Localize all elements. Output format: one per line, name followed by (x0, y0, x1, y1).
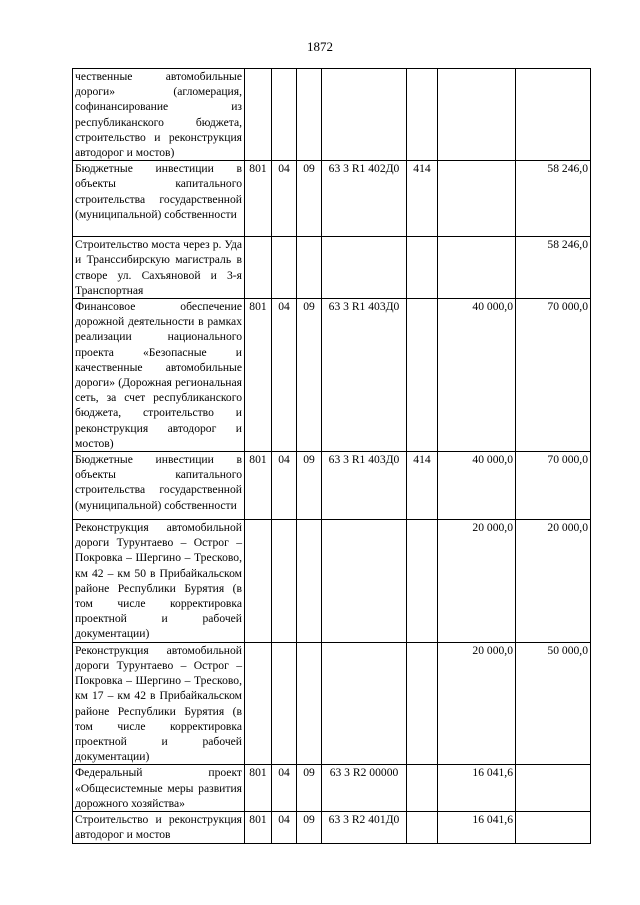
section-code: 04 (272, 765, 297, 812)
amount-column-1: 40 000,0 (438, 452, 516, 520)
row-description: Бюджетные инвестиции в объекты капитального строительства государственной (муниципальной) собственности (73, 161, 245, 237)
ministry-code: 801 (245, 811, 272, 843)
ministry-code: 801 (245, 299, 272, 452)
section-code: 04 (272, 811, 297, 843)
row-description: Строительство и реконструкция автодорог и мостов (73, 811, 245, 843)
row-description: Реконструкция автомобильной дороги Турунтаево – Острог – Покровка – Шергино – Тресково, км 42 – км 50 в Прибайкальском районе Республики Бурятия (в том числе корректировка проектной и рабочей документации) (73, 520, 245, 643)
table-row (73, 299, 591, 452)
budget-table (72, 68, 591, 844)
amount-column-2 (516, 69, 591, 161)
subsection-code (297, 520, 322, 643)
amount-column-1: 16 041,6 (438, 811, 516, 843)
amount-column-1: 20 000,0 (438, 642, 516, 765)
table-row (73, 69, 591, 161)
expense-type-code (407, 520, 438, 643)
expense-type-code (407, 69, 438, 161)
subsection-code: 09 (297, 299, 322, 452)
amount-column-1 (438, 69, 516, 161)
target-article-code (322, 520, 407, 643)
table-row (73, 452, 591, 520)
amount-column-1: 20 000,0 (438, 520, 516, 643)
ministry-code (245, 69, 272, 161)
expense-type-code (407, 299, 438, 452)
target-article-code: 63 3 R2 401Д0 (322, 811, 407, 843)
table-row (73, 811, 591, 843)
target-article-code (322, 69, 407, 161)
table-row (73, 642, 591, 765)
row-description: Строительство моста через р. Уда и Транссибирскую магистраль в створе ул. Сахъяновой и 3-я Транспортная (73, 237, 245, 299)
page-number: 1872 (307, 39, 333, 54)
amount-column-1 (438, 161, 516, 237)
target-article-code: 63 3 R1 402Д0 (322, 161, 407, 237)
subsection-code: 09 (297, 161, 322, 237)
section-code (272, 237, 297, 299)
target-article-code: 63 3 R1 403Д0 (322, 452, 407, 520)
section-code: 04 (272, 161, 297, 237)
amount-column-1: 40 000,0 (438, 299, 516, 452)
amount-column-2: 20 000,0 (516, 520, 591, 643)
amount-column-2: 50 000,0 (516, 642, 591, 765)
amount-column-2: 58 246,0 (516, 161, 591, 237)
row-description: Финансовое обеспечение дорожной деятельности в рамках реализации национального проекта «Безопасные и качественные автомобильные дороги» (Дорожная региональная сеть, за счет республиканского бюджета, строительство и реконструкция автодорог и мостов) (73, 299, 245, 452)
row-description: Реконструкция автомобильной дороги Турунтаево – Острог – Покровка – Шергино – Тресково, км 17 – км 42 в Прибайкальском районе Республики Бурятия (в том числе корректировка проектной и рабочей документации) (73, 642, 245, 765)
ministry-code: 801 (245, 161, 272, 237)
target-article-code: 63 3 R1 403Д0 (322, 299, 407, 452)
table-row (73, 161, 591, 237)
expense-type-code (407, 765, 438, 812)
section-code: 04 (272, 452, 297, 520)
table-row (73, 520, 591, 643)
expense-type-code: 414 (407, 452, 438, 520)
target-article-code: 63 3 R2 00000 (322, 765, 407, 812)
row-description: чественные автомобильные дороги» (агломерация, софинансирование из республиканского бюджета, строительство и реконструкция автодорог и мостов) (73, 69, 245, 161)
amount-column-2 (516, 765, 591, 812)
amount-column-1: 16 041,6 (438, 765, 516, 812)
expense-type-code: 414 (407, 161, 438, 237)
section-code (272, 642, 297, 765)
expense-type-code (407, 237, 438, 299)
amount-column-2 (516, 811, 591, 843)
expense-type-code (407, 811, 438, 843)
subsection-code: 09 (297, 811, 322, 843)
expense-type-code (407, 642, 438, 765)
amount-column-1 (438, 237, 516, 299)
row-description: Федеральный проект «Общесистемные меры развития дорожного хозяйства» (73, 765, 245, 812)
subsection-code (297, 237, 322, 299)
amount-column-2: 70 000,0 (516, 452, 591, 520)
table-row (73, 765, 591, 812)
amount-column-2: 58 246,0 (516, 237, 591, 299)
ministry-code (245, 237, 272, 299)
section-code (272, 520, 297, 643)
subsection-code (297, 69, 322, 161)
row-description: Бюджетные инвестиции в объекты капитального строительства государственной (муниципальной) собственности (73, 452, 245, 520)
target-article-code (322, 642, 407, 765)
subsection-code (297, 642, 322, 765)
ministry-code: 801 (245, 452, 272, 520)
subsection-code: 09 (297, 452, 322, 520)
ministry-code (245, 642, 272, 765)
ministry-code (245, 520, 272, 643)
section-code: 04 (272, 299, 297, 452)
table-row (73, 237, 591, 299)
target-article-code (322, 237, 407, 299)
section-code (272, 69, 297, 161)
subsection-code: 09 (297, 765, 322, 812)
ministry-code: 801 (245, 765, 272, 812)
amount-column-2: 70 000,0 (516, 299, 591, 452)
